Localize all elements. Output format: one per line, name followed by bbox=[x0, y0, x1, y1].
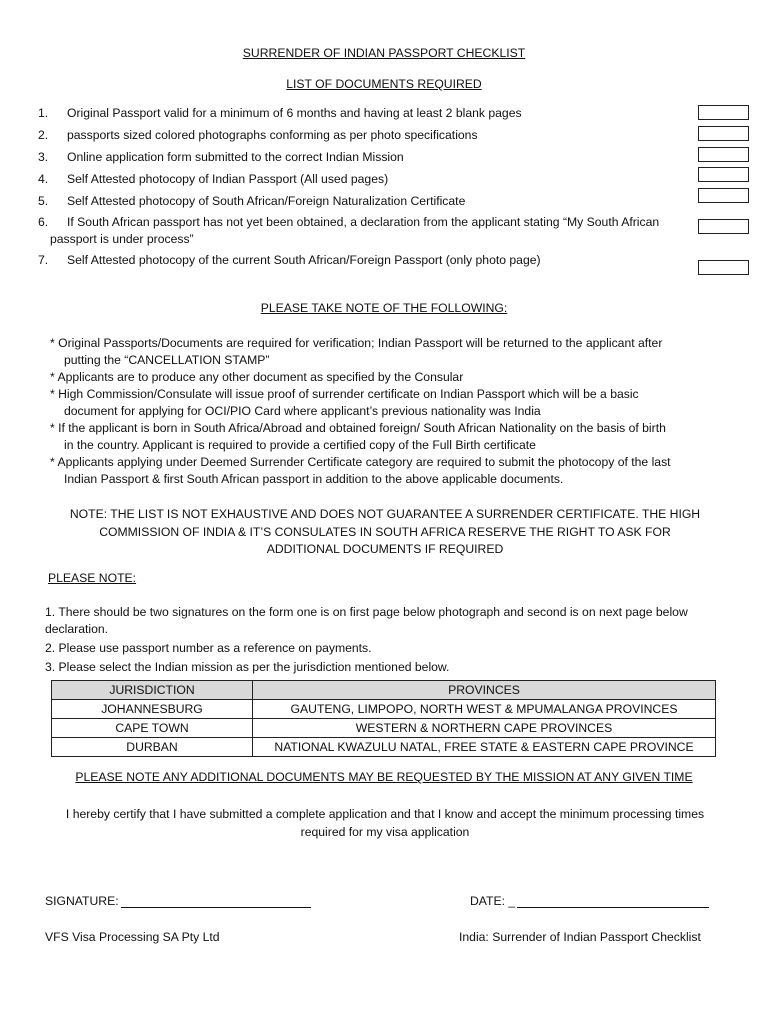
certification-line: required for my visa application bbox=[300, 824, 470, 839]
note-line: * Original Passports/Documents are required for verification; Indian Passport will be returned to the applicant after bbox=[50, 336, 663, 350]
table-row bbox=[52, 738, 716, 757]
please-note-heading: PLEASE NOTE: bbox=[48, 571, 137, 585]
document-text: Self Attested photocopy of South African/Foreign Naturalization Certificate bbox=[67, 193, 466, 208]
document-text: Self Attested photocopy of Indian Passport (All used pages) bbox=[67, 171, 389, 186]
checkbox-document-1[interactable] bbox=[698, 105, 749, 120]
document-text: If South African passport has not yet been obtained, a declaration from the applicant stating “My South African bbox=[67, 215, 660, 230]
table-cell: DURBAN bbox=[52, 738, 253, 757]
document-text: Online application form submitted to the correct Indian Mission bbox=[67, 149, 404, 164]
document-number: 6. bbox=[38, 215, 49, 230]
document-item bbox=[38, 192, 698, 210]
document-number: 5. bbox=[38, 193, 49, 208]
document-number: 2. bbox=[38, 127, 49, 142]
table-row bbox=[52, 700, 716, 719]
checkbox-document-3[interactable] bbox=[698, 147, 749, 162]
signature-line[interactable] bbox=[121, 894, 311, 908]
document-text: Self Attested photocopy of the current South African/Foreign Passport (only photo page) bbox=[67, 253, 541, 268]
table-row bbox=[52, 719, 716, 738]
document-number: 7. bbox=[38, 253, 49, 268]
note-item bbox=[50, 454, 720, 488]
table-cell: JOHANNESBURG bbox=[52, 700, 253, 719]
table-cell: CAPE TOWN bbox=[52, 719, 253, 738]
document-number: 1. bbox=[38, 106, 49, 120]
table-cell: NATIONAL KWAZULU NATAL, FREE STATE & EASTERN CAPE PROVINCE bbox=[253, 738, 716, 757]
document-item bbox=[38, 126, 698, 144]
document-item bbox=[38, 104, 698, 122]
table-header-row bbox=[52, 681, 716, 700]
checkbox-document-7[interactable] bbox=[698, 260, 749, 275]
checkbox-document-4[interactable] bbox=[698, 167, 749, 182]
date-line[interactable] bbox=[517, 894, 709, 908]
document-title: SURRENDER OF INDIAN PASSPORT CHECKLIST bbox=[242, 46, 526, 60]
please-note-item: 1. There should be two signatures on the form one is on first page below photograph and second is on next page below declaration. bbox=[45, 605, 688, 636]
document-text-continued: passport is under process” bbox=[50, 232, 194, 247]
document-text: passports sized colored photographs conforming as per photo specifications bbox=[67, 127, 478, 142]
checkbox-document-2[interactable] bbox=[698, 126, 749, 141]
document-subtitle: LIST OF DOCUMENTS REQUIRED bbox=[286, 77, 482, 91]
table-header: JURISDICTION bbox=[52, 681, 253, 700]
signature-label: SIGNATURE: bbox=[45, 894, 119, 908]
note-line: putting the “CANCELLATION STAMP” bbox=[64, 353, 270, 367]
checkbox-document-6[interactable] bbox=[698, 219, 749, 234]
note-item bbox=[50, 335, 720, 369]
document-number: 4. bbox=[38, 171, 49, 186]
signature-block bbox=[45, 894, 311, 908]
note-line: * High Commission/Consulate will issue proof of surrender certificate on Indian Passport which will be a basic bbox=[50, 387, 639, 401]
certification bbox=[40, 806, 730, 841]
table-header: PROVINCES bbox=[253, 681, 716, 700]
table-cell: WESTERN & NORTHERN CAPE PROVINCES bbox=[253, 719, 716, 738]
please-note-item: 2. Please use passport number as a reference on payments. bbox=[45, 641, 372, 655]
note-item bbox=[50, 420, 720, 454]
additional-note: PLEASE NOTE ANY ADDITIONAL DOCUMENTS MAY BE REQUESTED BY THE MISSION AT ANY GIVEN TIME bbox=[75, 770, 693, 784]
note-item bbox=[50, 386, 720, 420]
disclaimer bbox=[40, 506, 730, 559]
note-line: * Applicants applying under Deemed Surrender Certificate category are required to submit the photocopy of the last bbox=[50, 455, 671, 469]
footer-company: VFS Visa Processing SA Pty Ltd bbox=[45, 930, 220, 944]
disclaimer-line: ADDITIONAL DOCUMENTS IF REQUIRED bbox=[266, 542, 504, 556]
note-line: in the country. Applicant is required to provide a certified copy of the Full Birth certificate bbox=[64, 438, 536, 452]
document-item bbox=[38, 170, 698, 188]
table-cell: GAUTENG, LIMPOPO, NORTH WEST & MPUMALANGA PROVINCES bbox=[253, 700, 716, 719]
note-line: document for applying for OCI/PIO Card where applicant’s previous nationality was India bbox=[64, 404, 541, 418]
note-line: Indian Passport & first South African passport in addition to the above applicable documents. bbox=[64, 472, 564, 486]
note-heading: PLEASE TAKE NOTE OF THE FOLLOWING: bbox=[260, 301, 508, 315]
certification-line: I hereby certify that I have submitted a complete application and that I know and accept the minimum processing times bbox=[65, 807, 705, 821]
note-line: * Applicants are to produce any other document as specified by the Consular bbox=[50, 370, 464, 384]
date-label: DATE: _ bbox=[470, 894, 516, 908]
document-number: 3. bbox=[38, 149, 49, 164]
please-note-item: 3. Please select the Indian mission as per the jurisdiction mentioned below. bbox=[45, 660, 450, 674]
document-item bbox=[38, 148, 698, 166]
notes-list bbox=[50, 335, 720, 488]
note-line: * If the applicant is born in South Africa/Abroad and obtained foreign/ South African Nationality on the basis of birth bbox=[50, 421, 666, 435]
jurisdiction-table bbox=[51, 680, 716, 757]
please-note-list bbox=[45, 604, 725, 678]
documents-list bbox=[38, 104, 698, 273]
document-item bbox=[38, 213, 698, 231]
disclaimer-line: COMMISSION OF INDIA & IT’S CONSULATES IN SOUTH AFRICA RESERVE THE RIGHT TO ASK FOR bbox=[99, 524, 671, 539]
document-item bbox=[38, 251, 698, 269]
note-item bbox=[50, 369, 720, 386]
checkbox-document-5[interactable] bbox=[698, 188, 749, 203]
disclaimer-line: NOTE: THE LIST IS NOT EXHAUSTIVE AND DOES NOT GUARANTEE A SURRENDER CERTIFICATE. THE HIGH bbox=[69, 507, 701, 521]
footer-document-name: India: Surrender of Indian Passport Checklist bbox=[459, 930, 701, 944]
date-block bbox=[470, 894, 709, 908]
document-text: Original Passport valid for a minimum of 6 months and having at least 2 blank pages bbox=[67, 106, 522, 120]
